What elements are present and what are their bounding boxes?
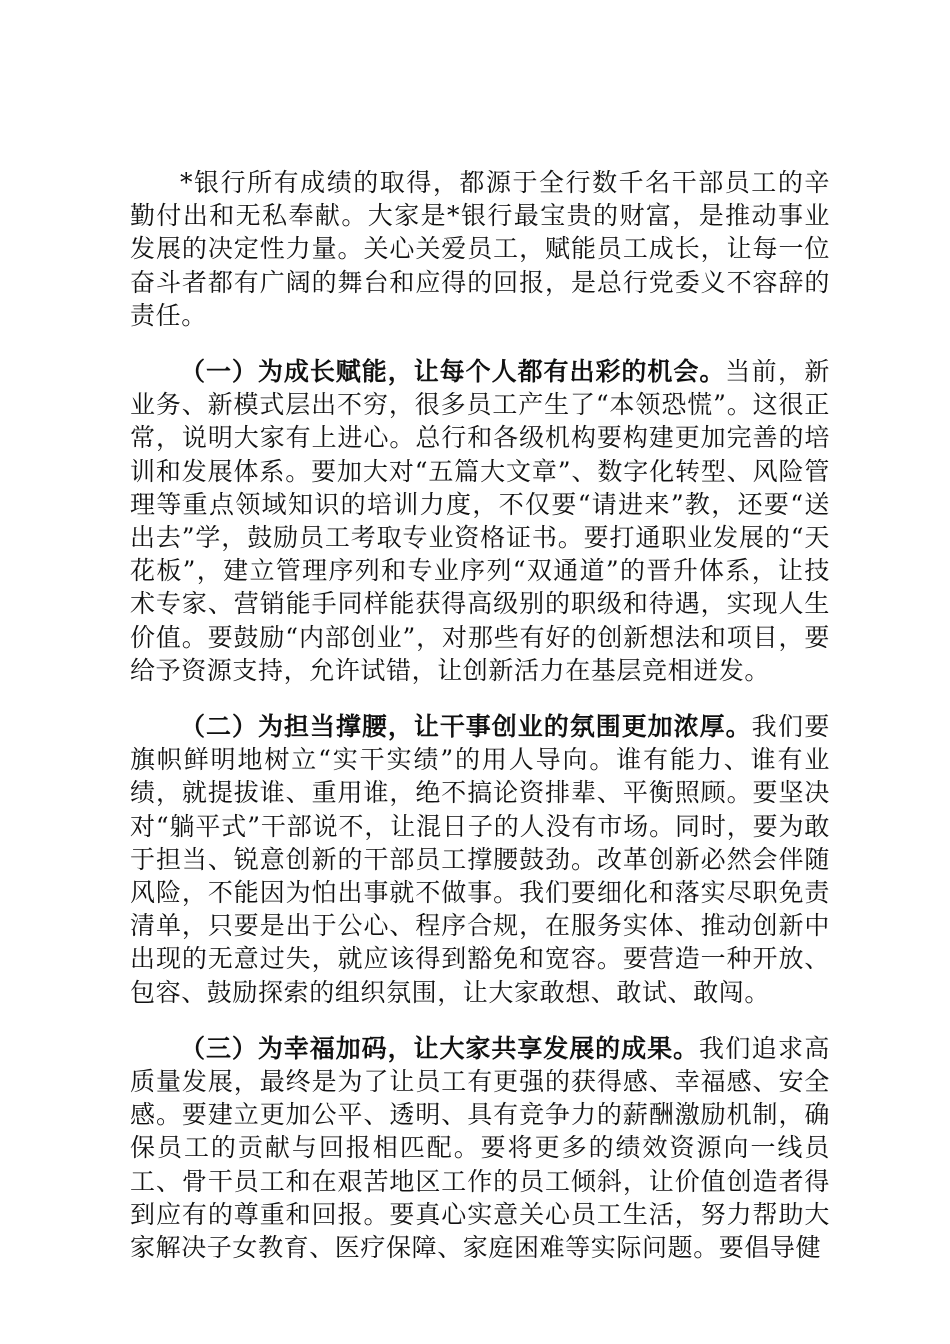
section-1-heading: （一）为成长赋能，让每个人都有出彩的机会。 bbox=[180, 357, 726, 387]
paragraph-text: 当前，新业务、新模式层出不穷，很多员工产生了“本领恐慌”。这很正常，说明大家有上进心。总行和各级机构要构建更加完善的培训和发展体系。要加大对“五篇大文章”、数字化转型、风险管理等重点领域知识的培训力度，不仅要“请进来”教，还要“送出去”学，鼓励员工考取专业资格证书。要打通职业发展的“天花板”，建立管理序列和专业序列“双通道”的晋升体系，让技术专家、营销能手同样能获得高级别的职级和待遇，实现人生价值。要鼓励“内部创业”，对那些有好的创新想法和项目，要给予资源支持，允许试错，让创新活力在基层竞相迸发。 bbox=[130, 357, 830, 685]
paragraph-text: *银行所有成绩的取得，都源于全行数千名干部员工的辛勤付出和无私奉献。大家是*银行最宝贵的财富，是推动事业发展的决定性力量。关心关爱员工，赋能员工成长，让每一位奋斗者都有广阔的舞台和应得的回报，是总行党委义不容辞的责任。 bbox=[130, 168, 830, 330]
paragraph-intro bbox=[130, 166, 830, 332]
paragraph-section-1 bbox=[130, 355, 830, 687]
paragraph-text: 我们要旗帜鲜明地树立“实干实绩”的用人导向。谁有能力、谁有业绩，就提拔谁、重用谁，绝不搞论资排辈、平衡照顾。要坚决对“躺平式”干部说不，让混日子的人没有市场。同时，要为敢于担当、锐意创新的干部员工撑腰鼓劲。改革创新必然会伴随风险，不能因为怕出事就不做事。我们要细化和落实尽职免责清单，只要是出于公心、程序合规，在服务实体、推动创新中出现的无意过失，就应该得到豁免和宽容。要营造一种开放、包容、鼓励探索的组织氛围，让大家敢想、敢试、敢闯。 bbox=[130, 712, 830, 1007]
document-body bbox=[130, 166, 830, 1264]
paragraph-section-3 bbox=[130, 1032, 830, 1264]
section-2-heading: （二）为担当撑腰，让干事创业的氛围更加浓厚。 bbox=[180, 712, 752, 742]
section-3-heading: （三）为幸福加码，让大家共享发展的成果。 bbox=[180, 1033, 699, 1063]
paragraph-section-2 bbox=[130, 710, 830, 1009]
paragraph-text: 我们追求高质量发展，最终是为了让员工有更强的获得感、幸福感、安全感。要建立更加公平、透明、具有竞争力的薪酬激励机制，确保员工的贡献与回报相匹配。要将更多的绩效资源向一线员工、骨干员工和在艰苦地区工作的员工倾斜，让价值创造者得到应有的尊重和回报。要真心实意关心员工生活，努力帮助大家解决子女教育、医疗保障、家庭困难等实际问题。要倡导健 bbox=[130, 1033, 830, 1263]
